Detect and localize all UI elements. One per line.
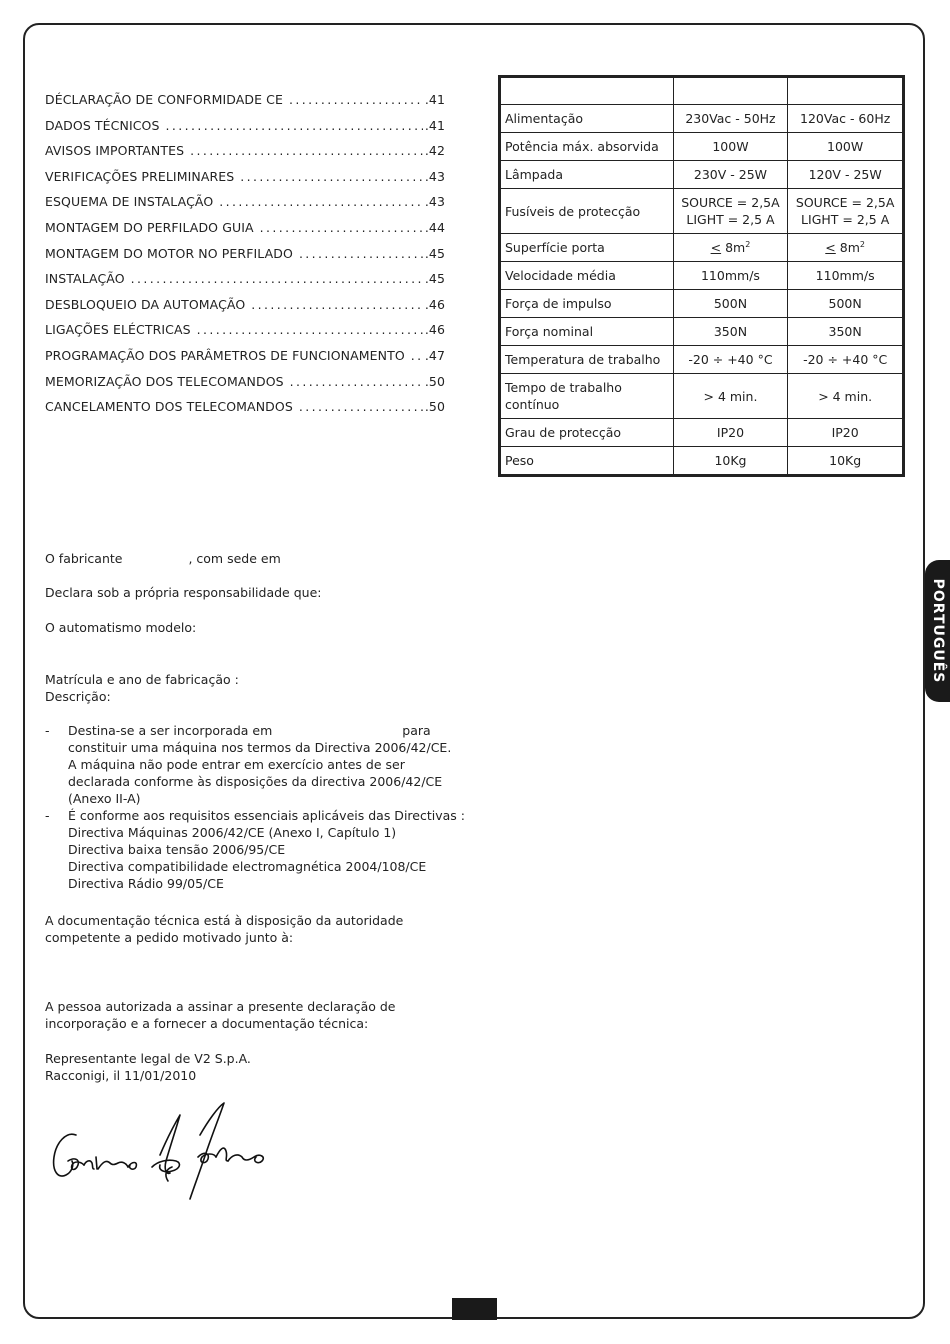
list-line: constituir uma máquina nos termos da Directiva 2006/42/CE. [68, 740, 452, 755]
model-line: O automatismo modelo: [45, 620, 197, 635]
spec-value: 350N [788, 318, 904, 346]
paragraph-line: A pessoa autorizada a assinar a presente declaração de [45, 999, 396, 1014]
table-header-row [500, 77, 904, 105]
spec-value: 500N [788, 290, 904, 318]
manufacturer-label: O fabricante [45, 551, 123, 566]
toc-entry[interactable]: MONTAGEM DO MOTOR NO PERFILADO ..... .45 [45, 246, 445, 272]
spec-value: 10Kg [673, 447, 788, 476]
toc-leader [190, 143, 423, 158]
spec-value [673, 189, 788, 234]
serial-line: Matrícula e ano de fabricação : [45, 672, 239, 687]
spec-value: 100W [673, 133, 788, 161]
less-equal-symbol: < [825, 240, 836, 256]
spec-value: 230Vac - 50Hz [673, 105, 788, 133]
table-row [500, 189, 904, 234]
header-cell [500, 77, 674, 105]
spec-value-line: SOURCE = 2,5A [681, 195, 780, 210]
paragraph-line: incorporação e a fornecer a documentação técnica: [45, 1016, 369, 1031]
language-tab-label: PORTUGUÊS [929, 578, 946, 684]
toc-entry[interactable]: MEMORIZAÇÃO DOS TELECOMANDOS ..... .50 [45, 374, 445, 400]
table-of-contents [45, 92, 445, 425]
toc-entry[interactable]: LIGAÇÕES ELÉCTRICAS ..... .46 [45, 322, 445, 348]
unit-superscript: 2 [859, 239, 865, 249]
spec-value: -20 ÷ +40 °C [673, 346, 788, 374]
list-dash: - [45, 723, 50, 738]
spec-value: 110mm/s [788, 262, 904, 290]
toc-entry[interactable]: PROGRAMAÇÃO DOS PARÂMETROS DE FUNCIONAMENTO ..... .47 [45, 348, 445, 374]
table-row [500, 419, 904, 447]
toc-entry[interactable]: DADOS TÉCNICOS ..... .41 [45, 118, 445, 144]
less-equal-symbol: < [710, 240, 722, 256]
list-line: É conforme aos requisitos essenciais aplicáveis das Directivas : [68, 808, 465, 823]
toc-leader [299, 399, 423, 414]
spec-value: IP20 [788, 419, 904, 447]
spec-value-text: 8m [835, 240, 860, 256]
list-line: declarada conforme às disposições da directiva 2006/42/CE [68, 774, 443, 789]
spec-label: Lâmpada [500, 161, 674, 189]
toc-entry[interactable]: MONTAGEM DO PERFILADO GUIA ..... .44 [45, 220, 445, 246]
toc-entry[interactable]: ESQUEMA DE INSTALAÇÃO ..... .43 [45, 194, 445, 220]
spec-label: Força nominal [500, 318, 674, 346]
legal-representative-block [45, 1050, 455, 1084]
toc-entry[interactable]: INSTALAÇÃO ..... .45 [45, 271, 445, 297]
spec-value: > 4 min. [788, 374, 904, 419]
toc-entry[interactable]: DESBLOQUEIO DA AUTOMAÇÃO ..... .46 [45, 297, 445, 323]
toc-entry[interactable]: DÉCLARAÇÃO DE CONFORMIDADE CE ..... .41 [45, 92, 445, 118]
technical-documentation-paragraph [45, 912, 455, 946]
toc-leader [251, 297, 423, 312]
toc-leader [299, 246, 423, 261]
spec-label: Força de impulso [500, 290, 674, 318]
spec-label: Velocidade média [500, 262, 674, 290]
spec-value: 350N [673, 318, 788, 346]
representative-line: Representante legal de V2 S.p.A. [45, 1051, 251, 1066]
spec-value-text: 8m [721, 240, 746, 256]
toc-leader [240, 169, 423, 184]
technical-data-table [498, 75, 905, 477]
toc-entry[interactable]: VERIFICAÇÕES PRELIMINARES ..... .43 [45, 169, 445, 195]
spec-label [500, 374, 674, 419]
toc-leader [260, 220, 423, 235]
header-cell [788, 77, 904, 105]
list-item [45, 722, 465, 807]
spec-value-line: SOURCE = 2,5A [795, 195, 895, 210]
list-line: Directiva Máquinas 2006/42/CE (Anexo I, Capítulo 1) [68, 825, 397, 840]
spec-value: 110mm/s [673, 262, 788, 290]
toc-entry[interactable]: AVISOS IMPORTANTES ..... .42 [45, 143, 445, 169]
table-row [500, 161, 904, 189]
spec-value: > 4 min. [673, 374, 788, 419]
toc-entry[interactable]: CANCELAMENTO DOS TELECOMANDOS ..... .50 [45, 399, 445, 425]
authorized-person-paragraph [45, 998, 455, 1032]
header-cell [673, 77, 788, 105]
table-row [500, 290, 904, 318]
spec-value: 500N [673, 290, 788, 318]
list-line [68, 722, 465, 739]
table-row [500, 374, 904, 419]
place-date-line: Racconigi, il 11/01/2010 [45, 1068, 197, 1083]
toc-leader [197, 322, 423, 337]
spec-value: 100W [788, 133, 904, 161]
spec-value: 120V - 25W [788, 161, 904, 189]
spec-label: Potência máx. absorvida [500, 133, 674, 161]
spec-label-line: contínuo [505, 397, 560, 412]
table-row [500, 133, 904, 161]
language-tab[interactable] [925, 560, 950, 702]
incorporated-text: Destina-se a ser incorporada em [68, 723, 273, 738]
declaration-list [45, 722, 465, 892]
toc-leader [166, 118, 423, 133]
table-row [500, 346, 904, 374]
spec-value [788, 189, 904, 234]
table-row [500, 105, 904, 133]
table-row [500, 262, 904, 290]
spec-value-line: LIGHT = 2,5 A [686, 212, 775, 227]
spec-label: Grau de protecção [500, 419, 674, 447]
declares-line: Declara sob a própria responsabilidade que: [45, 585, 322, 600]
spec-label-line: Tempo de trabalho [505, 380, 622, 395]
list-line: Directiva compatibilidade electromagnética 2004/108/CE [68, 859, 427, 874]
spec-label: Alimentação [500, 105, 674, 133]
spec-label: Peso [500, 447, 674, 476]
headquarters-label: , com sede em [188, 551, 281, 566]
list-item [45, 807, 465, 892]
spec-value [788, 234, 904, 262]
for-text: para [402, 723, 431, 738]
spec-label: Temperatura de trabalho [500, 346, 674, 374]
toc-leader [131, 271, 423, 286]
spec-value [673, 234, 788, 262]
spec-value-line: LIGHT = 2,5 A [801, 212, 890, 227]
toc-leader [219, 194, 423, 209]
spec-value: 230V - 25W [673, 161, 788, 189]
table-row [500, 318, 904, 346]
table-row [500, 234, 904, 262]
handwritten-signature [48, 1095, 273, 1203]
spec-label: Superfície porta [500, 234, 674, 262]
list-line: (Anexo II-A) [68, 791, 141, 806]
table-row [500, 447, 904, 476]
unit-superscript: 2 [745, 239, 751, 249]
toc-leader [289, 92, 423, 107]
description-line: Descrição: [45, 689, 111, 704]
list-line: Directiva baixa tensão 2006/95/CE [68, 842, 286, 857]
paragraph-line: competente a pedido motivado junto à: [45, 930, 294, 945]
spec-value: 120Vac - 60Hz [788, 105, 904, 133]
spec-value: -20 ÷ +40 °C [788, 346, 904, 374]
list-line: Directiva Rádio 99/05/CE [68, 876, 224, 891]
spec-value: IP20 [673, 419, 788, 447]
manufacturer-line [45, 550, 455, 567]
spec-label: Fusíveis de protecção [500, 189, 674, 234]
spec-value: 10Kg [788, 447, 904, 476]
list-dash: - [45, 808, 50, 823]
list-line: A máquina não pode entrar em exercício antes de ser [68, 757, 405, 772]
page-number-box [452, 1298, 497, 1320]
toc-leader [290, 374, 423, 389]
toc-leader [411, 348, 423, 363]
paragraph-line: A documentação técnica está à disposição da autoridade [45, 913, 404, 928]
